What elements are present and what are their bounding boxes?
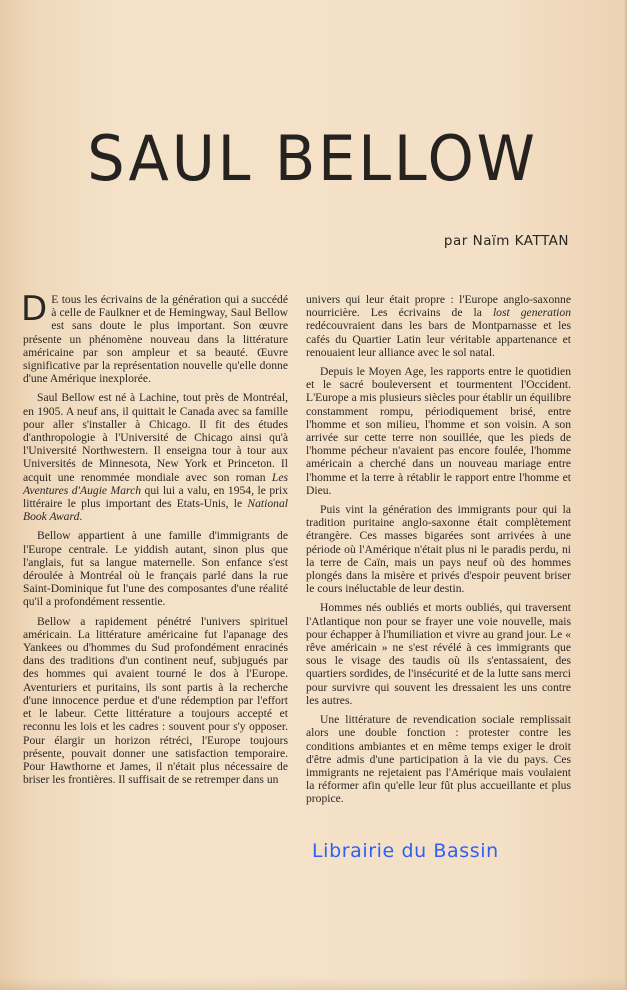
drop-cap: D [21, 289, 48, 329]
article-byline: par Naïm KATTAN [443, 233, 569, 249]
article-title: SAUL BELLOW [87, 122, 538, 195]
paragraph-text: Saul Bellow est né à Lachine, tout près de Montréal, en 1905. A neuf ans, il quittait le Canada avec sa famille pour aller s'installer à Chicago. Il fit des études d'anthropologie à l'Université de Chicago ainsi qu'à l'Université Northwestern. Il enseigna tour à tour aux Universités de Minnesota, New York et Princeton. Il acquit une renommée mondiale avec son roman [23, 391, 288, 484]
paragraph [21, 289, 288, 386]
movement-name: lost generation [492, 306, 571, 320]
paragraph: Bellow appartient à une famille d'immigrants de l'Europe centrale. Le yiddish autant, sinon plus que l'anglais, fut sa langue maternelle. Son enfance s'est déroulée à Montréal où le français parlé dans la rue Saint-Dominique fut l'une des composantes d'une réalité qu'il a profondément ressentie. [23, 529, 288, 609]
paragraph-text: redécouvraient dans les bars de Montparnasse et les cafés du Quartier Latin leur véritable appartenance et renouaient leur alliance avec le sol natal. [306, 319, 571, 359]
paragraph: Bellow a rapidement pénétré l'univers spirituel américain. La littérature américaine fut l'apanage des Yankees ou d'hommes du Sud profondément enracinés dans des traditions d'un continent neuf, subjugués par des hommes qui avaient tourné le dos à l'Europe. Aventuriers et puritains, ils sont partis à la recherche d'une innocence perdue et d'une rédemption par l'effort et le labeur. Cette littérature a toujours accepté et reconnu les lois et les cadres : souvent pour s'y opposer. Pour élargir un horizon rétréci, l'Europe toujours présente, pouvait donner une satisfaction temporaire. Pour Hawthorne et James, il n'était plus nécessaire de briser les frontières. Il suffisait de se retremper dans un [23, 614, 288, 787]
paragraph-text: E tous les écrivains de la génération qui a succédé à celle de Faulkner et de Hemingway, Saul Bellow est sans doute le plus important. Son œuvre présente un phénomène nouveau dans la littérature américaine par son ampleur et sa beauté. Œuvre significative par la représentation nouvelle qu'elle donne d'une Amérique inexplorée. [23, 293, 288, 386]
paragraph: Puis vint la génération des immigrants pour qui la tradition puritaine anglo-saxonne était complètement étrangère. Ces masses bigarées sont arrivées à une période où l'Amérique n'était plus ni le paradis perdu, ni la terre de Caïn, mais un pays neuf où des hommes plongés dans la misère et privés d'espoir peuvent briser le cours inéluctable de leur destin. [306, 503, 571, 596]
left-column [21, 289, 288, 792]
paragraph: Hommes nés oubliés et morts oubliés, qui traversent l'Atlantique non pour se frayer une voie nouvelle, mais pour échapper à l'humiliation et vivre au grand jour. Le « rêve américain » ne s'est révélé à ces immigrants que sous le visage des taudis où ils s'entassaient, des quartiers sordides, de l'insécurité et de la lutte sans merci pour survivre qui souvent les dressaient les uns contre les autres. [306, 601, 571, 707]
paragraph-text: . [79, 510, 83, 524]
paragraph-text: univers qui leur était propre : l'Europe anglo-saxonne nourricière. Les écrivains de la [306, 293, 571, 320]
paragraph: Depuis le Moyen Age, les rapports entre le quotidien et le sacré bouleversent et tourmentent l'Occident. L'Europe a mis plusieurs siècles pour établir un équilibre constamment rompu, périodiquement brisé, entre l'homme et son milieu, l'homme et son voisin. A son arrivée sur cette terre non souillée, que les pieds de l'homme pécheur n'avaient pas encore foulée, l'homme américain a cherché dans un nouveau mariage entre l'homme et la terre à rétablir le rapport entre l'homme et Dieu. [306, 365, 571, 497]
right-column [306, 293, 571, 812]
award-name: National Book Award [23, 497, 288, 524]
paragraph: Une littérature de revendication sociale remplissait alors une double fonction : protester contre les conditions ambiantes et en même temps exiger le droit d'être admis d'une participation à la vie du pays. Ces immigrants ne rejetaient pas l'Amérique mais voulaient la réformer afin qu'elle leur fût plus accueillante et plus propice. [306, 713, 571, 806]
paragraph [23, 391, 288, 523]
paragraph-text: qui lui a valu, en 1954, le prix littéraire le plus important des Etats-Unis, le [23, 483, 288, 511]
book-title: Les Aventures d'Augie March [23, 470, 288, 497]
paragraph [306, 293, 571, 359]
watermark: Librairie du Bassin [312, 840, 499, 862]
